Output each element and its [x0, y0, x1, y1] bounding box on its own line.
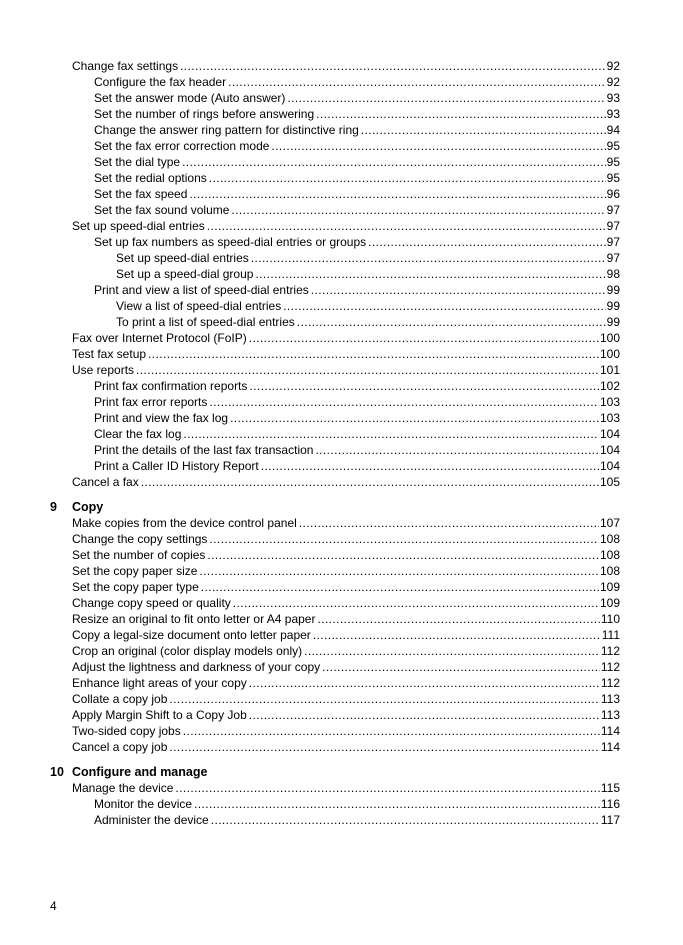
- toc-entry-title: Fax over Internet Protocol (FoIP): [72, 331, 247, 345]
- toc-entry-page: 113: [600, 708, 620, 722]
- toc-entry[interactable]: [72, 531, 620, 547]
- toc-entry-title: Set the fax speed: [94, 187, 188, 201]
- toc-entry-title: Set up a speed-dial group: [116, 267, 254, 281]
- toc-entry-page: 100: [599, 347, 620, 361]
- dot-leader: [368, 234, 605, 250]
- dot-leader: [316, 106, 606, 122]
- toc-entry[interactable]: [72, 346, 620, 362]
- toc-entry[interactable]: [72, 780, 620, 796]
- dot-leader: [194, 796, 600, 812]
- toc-entry[interactable]: [72, 58, 620, 74]
- toc-entry-title: To print a list of speed-dial entries: [116, 315, 295, 329]
- dot-leader: [287, 90, 605, 106]
- dot-leader: [249, 707, 600, 723]
- toc-entry-title: Print and view a list of speed-dial entries: [94, 283, 309, 297]
- toc-entry-page: 104: [599, 459, 620, 473]
- toc-entry[interactable]: [94, 106, 620, 122]
- toc-entry-page: 114: [600, 740, 620, 754]
- toc-entry-page: 105: [599, 475, 620, 489]
- dot-leader: [249, 378, 599, 394]
- dot-leader: [271, 138, 605, 154]
- toc-entry-title: Print fax confirmation reports: [94, 379, 248, 393]
- toc-entry-page: 99: [606, 283, 620, 297]
- toc-entry[interactable]: [116, 298, 620, 314]
- toc-entry-title: Apply Margin Shift to a Copy Job: [72, 708, 247, 722]
- toc-entry-page: 95: [606, 155, 620, 169]
- toc-entry-title: Use reports: [72, 363, 135, 377]
- toc-entry-title: Print and view the fax log: [94, 411, 229, 425]
- toc-entry[interactable]: [94, 74, 620, 90]
- toc-entry[interactable]: [94, 378, 620, 394]
- toc-entry[interactable]: [72, 595, 620, 611]
- dot-leader: [233, 595, 599, 611]
- toc-entry-page: 98: [606, 267, 620, 281]
- toc-entry-page: 97: [606, 235, 620, 249]
- toc-entry-title: Set the number of rings before answering: [94, 107, 315, 121]
- dot-leader: [283, 298, 605, 314]
- dot-leader: [211, 812, 600, 828]
- toc-entry[interactable]: [94, 122, 620, 138]
- toc-entry-page: 92: [606, 59, 620, 73]
- toc-entry[interactable]: [72, 362, 620, 378]
- toc-entry[interactable]: [72, 643, 620, 659]
- dot-leader: [180, 58, 606, 74]
- toc-entry-page: 95: [606, 171, 620, 185]
- toc-entry-title: Set the fax error correction mode: [94, 139, 270, 153]
- toc-entry-title: Change fax settings: [72, 59, 179, 73]
- toc-entry-title: Administer the device: [94, 813, 209, 827]
- toc-entry[interactable]: [72, 691, 620, 707]
- toc-entry-page: 117: [600, 813, 620, 827]
- chapter-title: Copy: [72, 500, 104, 514]
- toc-entry[interactable]: [94, 812, 620, 828]
- toc-entry-title: Set the copy paper type: [72, 580, 199, 594]
- toc-entry-title: Set the fax sound volume: [94, 203, 230, 217]
- toc-entry-title: Print fax error reports: [94, 395, 208, 409]
- toc-entry-page: 108: [599, 548, 620, 562]
- toc-entry[interactable]: [94, 394, 620, 410]
- toc-entry-page: 109: [599, 596, 620, 610]
- toc-entry[interactable]: [94, 234, 620, 250]
- toc-entry-title: Set the number of copies: [72, 548, 206, 562]
- toc-entry[interactable]: [94, 186, 620, 202]
- toc-entry-title: View a list of speed-dial entries: [116, 299, 282, 313]
- toc-entry[interactable]: [94, 282, 620, 298]
- dot-leader: [317, 611, 599, 627]
- toc-entry-title: Resize an original to fit onto letter or A4 paper: [72, 612, 316, 626]
- toc-entry-page: 104: [599, 427, 620, 441]
- toc-entry-page: 99: [606, 299, 620, 313]
- toc-entry[interactable]: [72, 675, 620, 691]
- dot-leader: [209, 170, 606, 186]
- toc-entry-page: 102: [599, 379, 620, 393]
- toc-entry-title: Print a Caller ID History Report: [94, 459, 259, 473]
- toc-entry-title: Configure the fax header: [94, 75, 227, 89]
- dot-leader: [169, 739, 599, 755]
- dot-leader: [251, 250, 606, 266]
- dot-leader: [182, 154, 606, 170]
- dot-leader: [201, 579, 599, 595]
- toc-entry-title: Set up speed-dial entries: [116, 251, 249, 265]
- toc-entry-page: 104: [599, 443, 620, 457]
- toc-entry-page: 103: [599, 395, 620, 409]
- toc-entry[interactable]: [116, 250, 620, 266]
- dot-leader: [313, 627, 601, 643]
- toc-entry[interactable]: [72, 627, 620, 643]
- chapter-number: 10: [50, 765, 64, 779]
- toc-entry-page: 103: [599, 411, 620, 425]
- toc-entry-title: Set up speed-dial entries: [72, 219, 205, 233]
- toc-entry-page: 116: [600, 797, 620, 811]
- toc-entry-title: Crop an original (color display models only): [72, 644, 303, 658]
- toc-entry-title: Change copy speed or quality: [72, 596, 231, 610]
- toc-entry[interactable]: [94, 442, 620, 458]
- dot-leader: [207, 547, 599, 563]
- chapter-heading: [50, 498, 103, 516]
- toc-entry-page: 112: [600, 676, 620, 690]
- dot-leader: [141, 474, 599, 490]
- toc-entry-page: 100: [599, 331, 620, 345]
- toc-entry-page: 101: [599, 363, 620, 377]
- toc-entry[interactable]: [94, 410, 620, 426]
- dot-leader: [299, 515, 599, 531]
- toc-entry-title: Set the copy paper size: [72, 564, 198, 578]
- toc-entry-title: Print the details of the last fax transaction: [94, 443, 314, 457]
- toc-entry-title: Clear the fax log: [94, 427, 182, 441]
- toc-entry-title: Change the answer ring pattern for distinctive ring: [94, 123, 359, 137]
- toc-entry-page: 111: [601, 628, 620, 642]
- toc-entry-title: Set the dial type: [94, 155, 181, 169]
- toc-entry[interactable]: [94, 202, 620, 218]
- toc-entry[interactable]: [72, 739, 620, 755]
- dot-leader: [297, 314, 606, 330]
- toc-entry-page: 96: [606, 187, 620, 201]
- dot-leader: [136, 362, 599, 378]
- dot-leader: [249, 330, 599, 346]
- toc-entry[interactable]: [72, 723, 620, 739]
- toc-entry-page: 107: [599, 516, 620, 530]
- toc-entry-page: 113: [600, 692, 620, 706]
- toc-entry-page: 108: [599, 564, 620, 578]
- dot-leader: [249, 675, 600, 691]
- toc-entry-title: Set up fax numbers as speed-dial entries or groups: [94, 235, 367, 249]
- toc-entry[interactable]: [94, 138, 620, 154]
- dot-leader: [209, 531, 599, 547]
- dot-leader: [311, 282, 606, 298]
- toc-entry-title: Test fax setup: [72, 347, 147, 361]
- toc-entry[interactable]: [72, 218, 620, 234]
- toc-entry-page: 114: [600, 724, 620, 738]
- toc-entry-title: Two-sided copy jobs: [72, 724, 181, 738]
- toc-entry-page: 110: [600, 612, 620, 626]
- toc-entry[interactable]: [116, 314, 620, 330]
- toc-entry[interactable]: [94, 458, 620, 474]
- toc-entry[interactable]: [72, 474, 620, 490]
- dot-leader: [207, 218, 606, 234]
- toc-entry[interactable]: [72, 579, 620, 595]
- dot-leader: [315, 442, 599, 458]
- toc-entry-page: 97: [606, 251, 620, 265]
- dot-leader: [230, 410, 599, 426]
- toc-entry[interactable]: [94, 154, 620, 170]
- toc-entry-title: Make copies from the device control panel: [72, 516, 297, 530]
- toc-entry-title: Cancel a copy job: [72, 740, 168, 754]
- toc-entry-page: 92: [606, 75, 620, 89]
- toc-entry-title: Monitor the device: [94, 797, 193, 811]
- toc-entry[interactable]: [72, 707, 620, 723]
- dot-leader: [261, 458, 599, 474]
- dot-leader: [189, 186, 605, 202]
- toc-entry-page: 112: [600, 644, 620, 658]
- chapter-title: Configure and manage: [72, 765, 208, 779]
- toc-entry-page: 109: [599, 580, 620, 594]
- toc-entry[interactable]: [94, 170, 620, 186]
- chapter-number: 9: [50, 500, 57, 514]
- toc-entry-title: Copy a legal-size document onto letter paper: [72, 628, 311, 642]
- toc-entry-title: Set the answer mode (Auto answer): [94, 91, 286, 105]
- dot-leader: [322, 659, 600, 675]
- toc-entry[interactable]: [72, 563, 620, 579]
- toc-entry-title: Enhance light areas of your copy: [72, 676, 247, 690]
- toc-entry[interactable]: [94, 90, 620, 106]
- toc-entry[interactable]: [72, 547, 620, 563]
- dot-leader: [231, 202, 605, 218]
- dot-leader: [304, 643, 600, 659]
- dot-leader: [199, 563, 599, 579]
- toc-entry-page: 93: [606, 91, 620, 105]
- toc-entry-page: 97: [606, 203, 620, 217]
- toc-entry-page: 93: [606, 107, 620, 121]
- toc-entry-page: 99: [606, 315, 620, 329]
- dot-leader: [228, 74, 606, 90]
- toc-entry-page: 112: [600, 660, 620, 674]
- dot-leader: [209, 394, 599, 410]
- toc-entry-page: 97: [606, 219, 620, 233]
- toc-entry[interactable]: [94, 796, 620, 812]
- toc-entry[interactable]: [72, 611, 620, 627]
- toc-entry[interactable]: [94, 426, 620, 442]
- toc-entry-page: 94: [606, 123, 620, 137]
- toc-entry-page: 108: [599, 532, 620, 546]
- toc-entry-page: 95: [606, 139, 620, 153]
- page-number: 4: [50, 899, 57, 913]
- dot-leader: [148, 346, 599, 362]
- toc-entry-title: Change the copy settings: [72, 532, 208, 546]
- toc-entry-title: Collate a copy job: [72, 692, 168, 706]
- toc-entry[interactable]: [116, 266, 620, 282]
- toc-entry[interactable]: [72, 515, 620, 531]
- toc-entry-title: Adjust the lightness and darkness of your copy: [72, 660, 321, 674]
- toc-entry[interactable]: [72, 659, 620, 675]
- dot-leader: [183, 426, 599, 442]
- dot-leader: [183, 723, 600, 739]
- dot-leader: [361, 122, 606, 138]
- chapter-heading: [50, 763, 207, 781]
- toc-entry-page: 115: [600, 781, 620, 795]
- toc-entry-title: Cancel a fax: [72, 475, 139, 489]
- dot-leader: [175, 780, 599, 796]
- dot-leader: [169, 691, 599, 707]
- toc-entry[interactable]: [72, 330, 620, 346]
- toc-entry-title: Manage the device: [72, 781, 174, 795]
- dot-leader: [255, 266, 605, 282]
- toc-entry-title: Set the redial options: [94, 171, 207, 185]
